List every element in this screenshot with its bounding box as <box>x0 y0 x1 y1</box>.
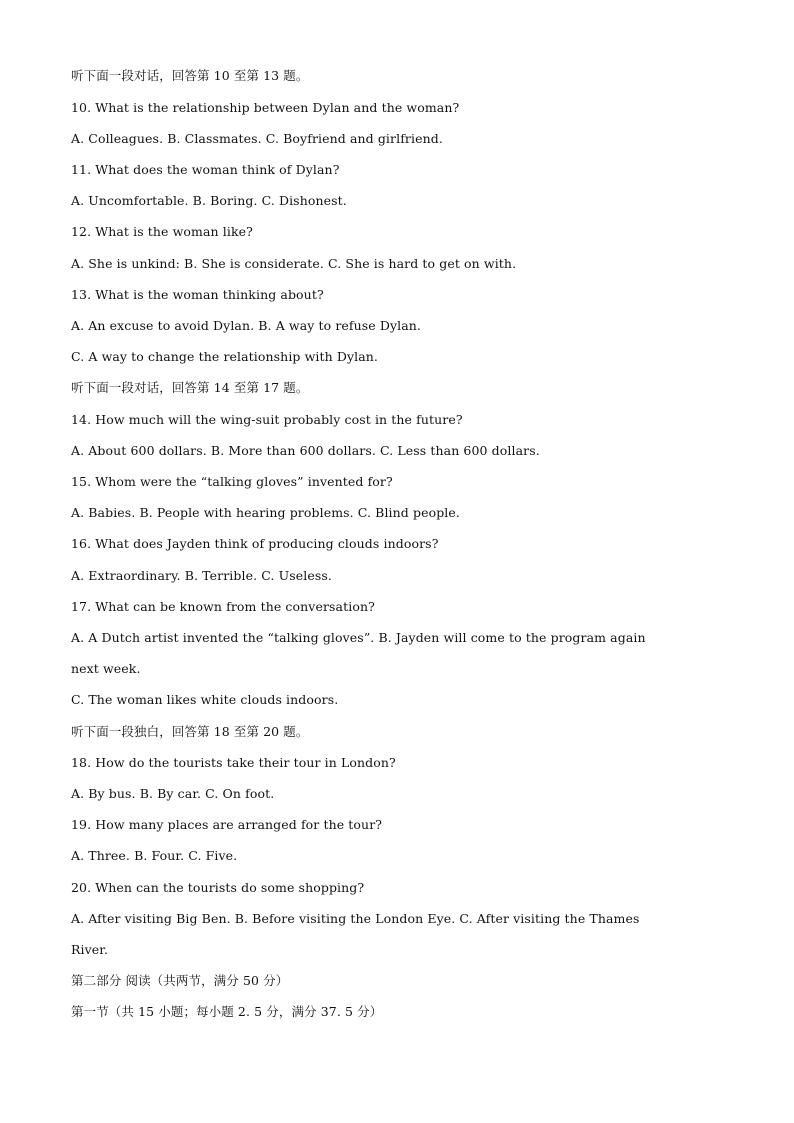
options-19: A. Three. B. Four. C. Five. <box>71 848 238 863</box>
options-20-cont: River. <box>71 942 109 957</box>
question-14: 14. How much will the wing-suit probably cost in the future? <box>71 412 463 427</box>
question-12: 12. What is the woman like? <box>71 224 253 239</box>
question-17: 17. What can be known from the conversation? <box>71 599 375 614</box>
section-heading: 听下面一段对话，回答第 10 至第 13 题。 <box>71 68 309 83</box>
options-11: A. Uncomfortable. B. Boring. C. Dishonest. <box>71 193 347 208</box>
section-heading: 听下面一段对话，回答第 14 至第 17 题。 <box>71 380 309 395</box>
options-13-cont: C. A way to change the relationship with Dylan. <box>71 349 379 364</box>
options-15: A. Babies. B. People with hearing problems. C. Blind people. <box>71 505 460 520</box>
options-16: A. Extraordinary. B. Terrible. C. Useless. <box>71 568 332 583</box>
question-13: 13. What is the woman thinking about? <box>71 287 324 302</box>
options-18: A. By bus. B. By car. C. On foot. <box>71 786 275 801</box>
options-17-c: C. The woman likes white clouds indoors. <box>71 692 339 707</box>
question-15: 15. Whom were the “talking gloves” invented for? <box>71 474 393 489</box>
question-10: 10. What is the relationship between Dylan and the woman? <box>71 100 460 115</box>
question-20: 20. When can the tourists do some shopping? <box>71 880 365 895</box>
options-17: A. A Dutch artist invented the “talking gloves”. B. Jayden will come to the program again <box>71 630 646 645</box>
question-18: 18. How do the tourists take their tour in London? <box>71 755 396 770</box>
section-heading: 听下面一段独白，回答第 18 至第 20 题。 <box>71 724 309 739</box>
subsection-heading: 第一节（共 15 小题；每小题 2. 5 分，满分 37. 5 分） <box>71 1004 383 1019</box>
question-19: 19. How many places are arranged for the tour? <box>71 817 383 832</box>
question-11: 11. What does the woman think of Dylan? <box>71 162 340 177</box>
options-13: A. An excuse to avoid Dylan. B. A way to refuse Dylan. <box>71 318 422 333</box>
part-heading: 第二部分 阅读（共两节，满分 50 分） <box>71 973 289 988</box>
options-17-cont: next week. <box>71 661 141 676</box>
options-14: A. About 600 dollars. B. More than 600 dollars. C. Less than 600 dollars. <box>71 443 540 458</box>
options-10: A. Colleagues. B. Classmates. C. Boyfriend and girlfriend. <box>71 131 443 146</box>
question-16: 16. What does Jayden think of producing clouds indoors? <box>71 536 439 551</box>
options-20: A. After visiting Big Ben. B. Before visiting the London Eye. C. After visiting the Thames <box>71 911 640 926</box>
options-12: A. She is unkind: B. She is considerate. C. She is hard to get on with. <box>71 256 517 271</box>
